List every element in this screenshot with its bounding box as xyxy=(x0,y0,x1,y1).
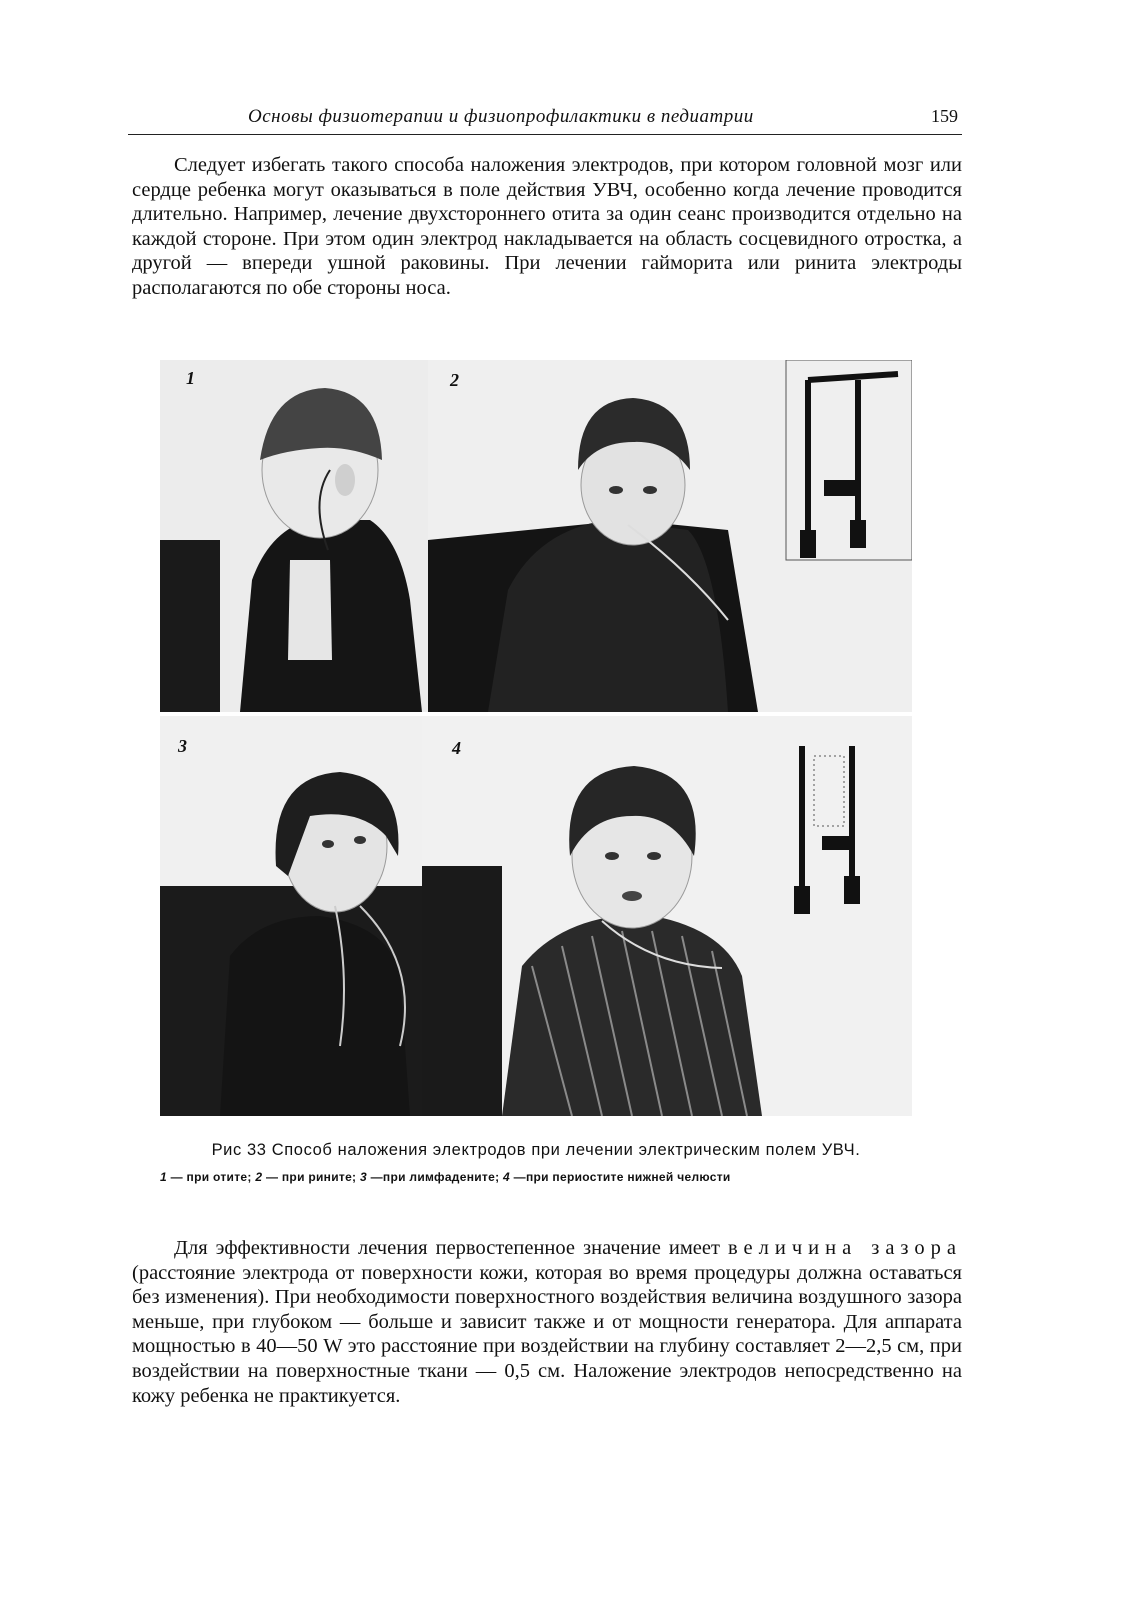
photo-panel-1 xyxy=(160,360,428,712)
paragraph-2-text xyxy=(132,1236,962,1408)
panel-label-4: 4 xyxy=(452,738,461,758)
photo-panel-3 xyxy=(160,716,422,1116)
paragraph-2-before: Для эффективности лечения первостепенное значение имеет xyxy=(174,1237,728,1259)
panel-label-3: 3 xyxy=(178,736,187,756)
legend-num-2: 2 xyxy=(255,1170,263,1184)
paragraph-1 xyxy=(132,153,962,301)
photo-otitis xyxy=(160,360,428,712)
running-title: Основы физиотерапии и физиопрофилактики в педиатрии xyxy=(248,106,754,127)
legend-text-3: —при лимфадените; xyxy=(370,1170,500,1184)
figure-caption xyxy=(160,1140,912,1184)
paragraph-2-emphasis: величина зазора xyxy=(727,1237,962,1259)
legend-text-4: —при периостите нижней челюсти xyxy=(513,1170,731,1184)
figure-33 xyxy=(160,360,912,1116)
photo-panel-2 xyxy=(428,360,912,712)
legend-num-1: 1 xyxy=(160,1170,167,1184)
paragraph-1-text: Следует избегать такого способа наложения электродов, при котором головной мозг или сердце ребенка могут оказываться в поле действия УВЧ, особенно когда лечение проводится длительно. Например, лечение двухстороннего отита за один сеанс производится отдельно на каждой стороне. При этом один электрод накладывается на область сосцевидного отростка, а другой — впереди ушной раковины. При лечении гайморита или ринита электроды располагаются по обе стороны носа. xyxy=(132,154,962,299)
legend-num-4: 4 xyxy=(503,1170,510,1184)
photo-periostitis xyxy=(422,716,912,1116)
photo-panel-4 xyxy=(422,716,912,1116)
photo-rhinitis xyxy=(428,360,912,712)
page-number: 159 xyxy=(931,106,958,126)
panel-label-1: 1 xyxy=(186,368,195,388)
paragraph-2 xyxy=(132,1236,962,1408)
legend-text-1: — при отите; xyxy=(170,1170,252,1184)
photo-lymphadenitis xyxy=(160,716,422,1116)
paragraph-2-after: (расстояние электрода от поверхности кожи, которая во время процедуры должна оставаться без изменения). При необходимости поверхностного воздействия величина воздушного зазора меньше, при глубоком — больше и зависит также и от мощности генератора. Для аппарата мощностью в 40—50 W это расстояние при воздействии на глубину составляет 2—2,5 см, при воздействии на поверхностные ткани — 0,5 см. Наложение электродов непосредственно на кожу ребенка не практикуется. xyxy=(132,1261,962,1407)
running-header xyxy=(128,104,962,135)
caption-legend xyxy=(160,1170,912,1184)
legend-text-2: — при рините; xyxy=(265,1170,357,1184)
panel-label-2: 2 xyxy=(450,370,459,390)
legend-num-3: 3 xyxy=(360,1170,367,1184)
caption-title: Рис 33 Способ наложения электродов при лечении электрическим полем УВЧ. xyxy=(211,1141,861,1159)
